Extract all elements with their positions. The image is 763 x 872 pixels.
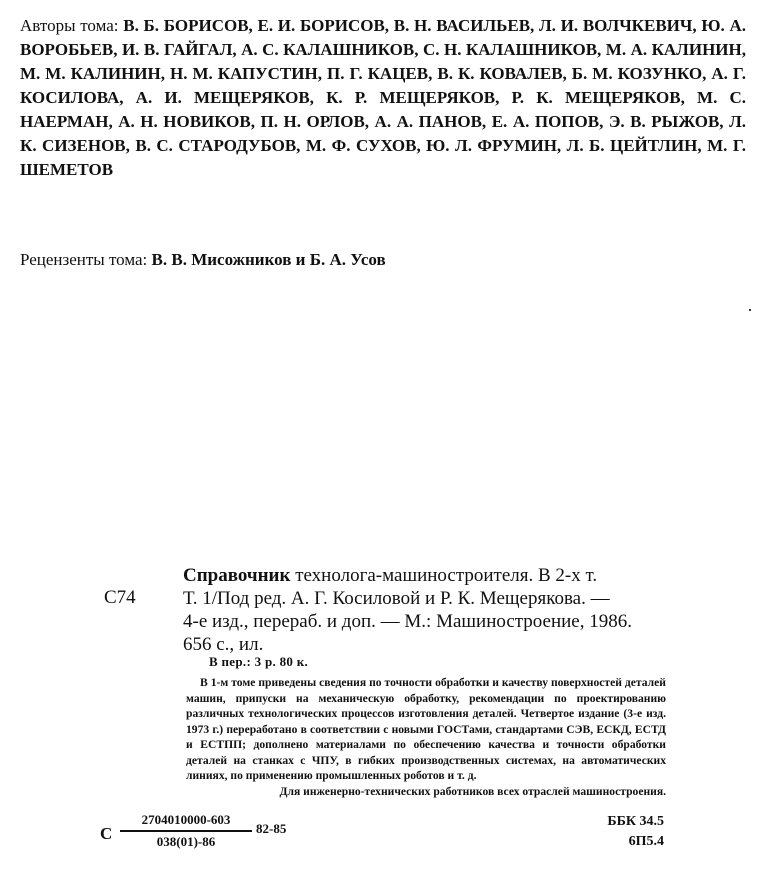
bbk-line-1: ББК 34.5 [607,814,664,829]
title-rest: технолога-машиностроителя. В 2-х т. [290,565,598,586]
fraction-line [120,830,252,832]
classmark: С74 [104,587,136,608]
biblio-line-3: 4-е изд., перераб. и доп. — М.: Машиностроение, 1986. [183,611,632,632]
annotation-body: В 1-м томе приведены сведения по точности обработки и качеству поверхностей деталей машин, припуски на механическую обработку, рекомендации по проектированию различных технологических процессов изготовления деталей. Четвертое издание (3-е изд. 1973 г.) переработано в соответствии с новыми ГОСТами, стандартами СЭВ, ЕСКД, ЕСТД и ЕСТПП; дополнено материалами по обеспечению качества и точности обработки деталей на станках с ЧПУ, в гибких производственных системах, на автоматических линиях, по применению промышленных роботов и т. д. [186,676,666,782]
authors-label: Авторы тома: [20,16,119,35]
biblio-line-1 [183,564,669,587]
code-letter: С [100,824,113,843]
catalog-card [20,560,740,860]
title-word: Справочник [183,565,291,586]
reviewers-names: В. В. Мисожников и Б. А. Усов [151,250,386,269]
stray-mark [749,309,751,311]
authors-paragraph [20,14,746,182]
bbk-classification [607,812,664,852]
authors-names: В. Б. БОРИСОВ, Е. И. БОРИСОВ, В. Н. ВАСИЛЬЕВ, Л. И. ВОЛЧКЕВИЧ, Ю. А. ВОРОБЬЕВ, И. В. ГАЙГАЛ, А. С. КАЛАШНИКОВ, С. Н. КАЛАШНИКОВ, М. А. КАЛИНИН, М. М. КАЛИНИН, Н. М. КАПУСТИН, П. Г. КАЦЕВ, В. К. КОВАЛЕВ, Б. М. КОЗУНКО, А. Г. КОСИЛОВА, А. И. МЕЩЕРЯКОВ, К. Р. МЕЩЕРЯКОВ, Р. К. МЕЩЕРЯКОВ, М. С. НАЕРМАН, А. Н. НОВИКОВ, П. Н. ОРЛОВ, А. А. ПАНОВ, Е. А. ПОПОВ, Э. В. РЫЖОВ, Л. К. СИЗЕНОВ, В. С. СТАРОДУБОВ, М. Ф. СУХОВ, Ю. Л. ФРУМИН, Л. Б. ЦЕЙТЛИН, М. Г. ШЕМЕТОВ [20,16,746,179]
publication-code [100,808,320,858]
reviewers-paragraph [20,248,740,272]
bibliographic-description [183,564,669,656]
biblio-line-4: 656 с., ил. [183,634,264,655]
annotation-audience: Для инженерно-технических работников всех отраслей машиностроения. [279,784,666,798]
biblio-line-2: Т. 1/Под ред. А. Г. Косиловой и Р. К. Мещерякова. — [183,588,610,609]
reviewers-label: Рецензенты тома: [20,250,148,269]
bbk-line-2: 6П5.4 [628,834,664,849]
code-suffix: 82-85 [256,821,287,836]
price: В пер.: 3 р. 80 к. [209,654,309,669]
code-denominator: 038(01)-86 [156,834,216,849]
code-numerator: 2704010000-603 [141,812,231,827]
annotation [186,675,666,799]
